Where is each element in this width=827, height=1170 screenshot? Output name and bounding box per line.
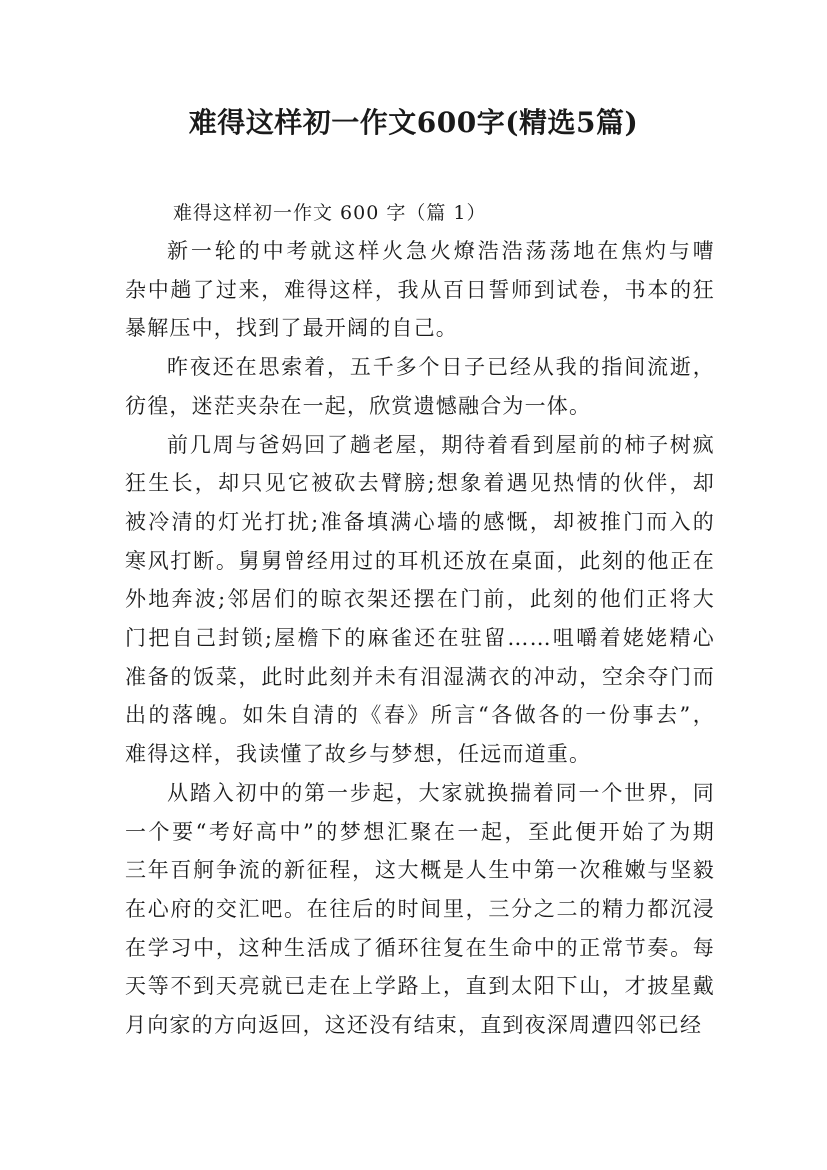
paragraph-line: 前几周与爸妈回了趟老屋，期待着看到屋前的柿子树疯 <box>167 432 715 457</box>
paragraph-line: 外地奔波;邻居们的晾衣架还摆在门前，此刻的他们正将大 <box>125 587 715 612</box>
paragraph-line: 被冷清的灯光打扰;准备填满心墙的感慨，却被推门而入的 <box>125 509 715 534</box>
paragraph-line: 彷徨，迷茫夹杂在一起，欣赏遗憾融合为一体。 <box>125 393 592 418</box>
paragraph <box>125 426 715 774</box>
section-heading: 难得这样初一作文 600 字（篇 1） <box>173 202 487 224</box>
article-body <box>125 232 715 1045</box>
paragraph-line: 在学习中，这种生活成了循环往复在生命中的正常节奏。每 <box>125 935 715 960</box>
paragraph-line: 天等不到天亮就已走在上学路上，直到太阳下山，才披星戴 <box>125 974 715 999</box>
paragraph-line: 狂生长，却只见它被砍去臂膀;想象着遇见热情的伙伴，却 <box>125 471 715 496</box>
paragraph-line: 暴解压中，找到了最开阔的自己。 <box>125 316 458 341</box>
paragraph-line: 寒风打断。舅舅曾经用过的耳机还放在桌面，此刻的他正在 <box>125 548 715 573</box>
paragraph <box>125 232 715 348</box>
paragraph-line: 月向家的方向返回，这还没有结束，直到夜深周遭四邻已经 <box>125 1013 703 1038</box>
document-title: 难得这样初一作文600字(精选5篇) <box>188 106 639 139</box>
paragraph-line: 门把自己封锁;屋檐下的麻雀还在驻留……咀嚼着姥姥精心 <box>125 626 715 651</box>
paragraph-line: 三年百舸争流的新征程，这大概是人生中第一次稚嫩与坚毅 <box>125 858 715 883</box>
paragraph-line: 从踏入初中的第一步起，大家就换揣着同一个世界，同 <box>167 780 715 805</box>
paragraph <box>125 774 715 1045</box>
paragraph-line: 在心府的交汇吧。在往后的时间里，三分之二的精力都沉浸 <box>125 896 715 921</box>
paragraph-line: 出的落魄。如朱自清的《春》所言“各做各的一份事去”， <box>125 703 715 728</box>
paragraph-line: 一个要“考好高中”的梦想汇聚在一起，至此便开始了为期 <box>125 819 715 844</box>
paragraph-line: 难得这样，我读懂了故乡与梦想，任远而道重。 <box>125 742 592 767</box>
paragraph <box>125 348 715 425</box>
paragraph-line: 新一轮的中考就这样火急火燎浩浩荡荡地在焦灼与嘈 <box>167 239 715 263</box>
paragraph-line: 准备的饭菜，此时此刻并未有泪湿满衣的冲动，空余夺门而 <box>125 664 715 689</box>
paragraph-line: 昨夜还在思索着，五千多个日子已经从我的指间流逝， <box>167 355 715 380</box>
paragraph-line: 杂中趟了过来，难得这样，我从百日誓师到试卷，书本的狂 <box>125 277 715 302</box>
